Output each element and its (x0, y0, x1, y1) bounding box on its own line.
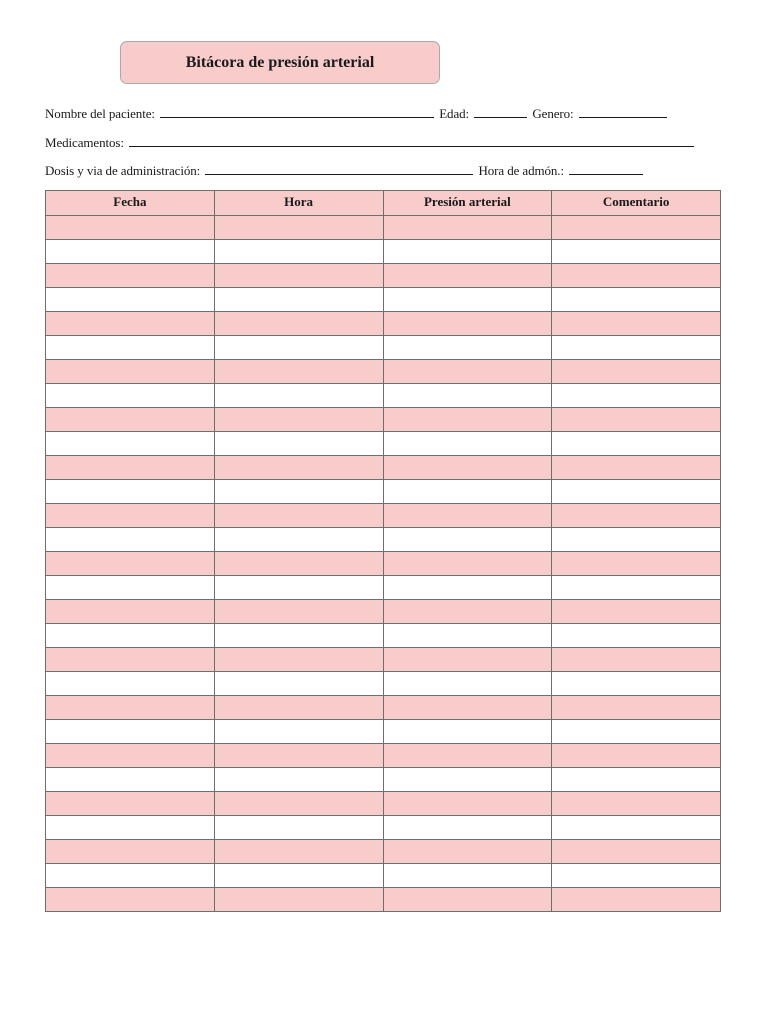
cell-blood-pressure[interactable] (383, 528, 552, 552)
table-row (46, 888, 721, 912)
table-row (46, 768, 721, 792)
cell-date[interactable] (46, 864, 215, 888)
cell-date[interactable] (46, 792, 215, 816)
table-row (46, 840, 721, 864)
cell-comment[interactable] (552, 552, 721, 576)
column-header-comment: Comentario (552, 191, 721, 216)
table-row (46, 216, 721, 240)
cell-comment[interactable] (552, 504, 721, 528)
cell-time[interactable] (214, 312, 383, 336)
cell-comment[interactable] (552, 648, 721, 672)
table-row (46, 408, 721, 432)
cell-blood-pressure[interactable] (383, 288, 552, 312)
cell-date[interactable] (46, 408, 215, 432)
cell-comment[interactable] (552, 288, 721, 312)
medications-field[interactable] (129, 135, 694, 147)
cell-time[interactable] (214, 672, 383, 696)
medications-label: Medicamentos: (45, 135, 124, 150)
cell-blood-pressure[interactable] (383, 240, 552, 264)
cell-date[interactable] (46, 528, 215, 552)
cell-date[interactable] (46, 456, 215, 480)
cell-date[interactable] (46, 384, 215, 408)
cell-comment[interactable] (552, 576, 721, 600)
table-row (46, 624, 721, 648)
cell-date[interactable] (46, 264, 215, 288)
cell-time[interactable] (214, 216, 383, 240)
cell-blood-pressure[interactable] (383, 336, 552, 360)
cell-date[interactable] (46, 336, 215, 360)
cell-blood-pressure[interactable] (383, 840, 552, 864)
cell-date[interactable] (46, 768, 215, 792)
cell-blood-pressure[interactable] (383, 480, 552, 504)
cell-time[interactable] (214, 288, 383, 312)
age-label: Edad: (439, 106, 470, 121)
cell-time[interactable] (214, 360, 383, 384)
cell-blood-pressure[interactable] (383, 360, 552, 384)
cell-date[interactable] (46, 624, 215, 648)
cell-comment[interactable] (552, 432, 721, 456)
table-row (46, 504, 721, 528)
table-row (46, 792, 721, 816)
cell-comment[interactable] (552, 312, 721, 336)
cell-date[interactable] (46, 576, 215, 600)
table-row (46, 432, 721, 456)
cell-time[interactable] (214, 696, 383, 720)
cell-date[interactable] (46, 840, 215, 864)
cell-comment[interactable] (552, 240, 721, 264)
cell-date[interactable] (46, 744, 215, 768)
cell-comment[interactable] (552, 600, 721, 624)
cell-blood-pressure[interactable] (383, 504, 552, 528)
age-field[interactable] (474, 106, 527, 118)
patient-info-line (45, 106, 669, 122)
patient-name-field[interactable] (160, 106, 434, 118)
cell-time[interactable] (214, 384, 383, 408)
table-row (46, 744, 721, 768)
table-row (46, 360, 721, 384)
table-row (46, 264, 721, 288)
gender-label: Genero: (532, 106, 574, 121)
table-row (46, 672, 721, 696)
cell-time[interactable] (214, 720, 383, 744)
column-header-blood-pressure: Presión arterial (383, 191, 552, 216)
page-title (120, 41, 440, 84)
cell-date[interactable] (46, 888, 215, 912)
cell-blood-pressure[interactable] (383, 696, 552, 720)
cell-date[interactable] (46, 288, 215, 312)
cell-time[interactable] (214, 264, 383, 288)
cell-comment[interactable] (552, 672, 721, 696)
cell-blood-pressure[interactable] (383, 768, 552, 792)
cell-date[interactable] (46, 432, 215, 456)
cell-time[interactable] (214, 240, 383, 264)
cell-comment[interactable] (552, 456, 721, 480)
cell-comment[interactable] (552, 528, 721, 552)
cell-date[interactable] (46, 360, 215, 384)
cell-comment[interactable] (552, 360, 721, 384)
blood-pressure-log-table (45, 190, 721, 912)
cell-comment[interactable] (552, 384, 721, 408)
table-row (46, 312, 721, 336)
cell-time[interactable] (214, 792, 383, 816)
cell-blood-pressure[interactable] (383, 720, 552, 744)
cell-time[interactable] (214, 768, 383, 792)
table-body (46, 216, 721, 912)
cell-date[interactable] (46, 480, 215, 504)
table-row (46, 384, 721, 408)
cell-date[interactable] (46, 552, 215, 576)
table-row (46, 456, 721, 480)
cell-date[interactable] (46, 696, 215, 720)
cell-blood-pressure[interactable] (383, 600, 552, 624)
table-row (46, 576, 721, 600)
cell-blood-pressure[interactable] (383, 864, 552, 888)
table-row (46, 600, 721, 624)
admin-time-field[interactable] (569, 163, 643, 175)
column-header-date: Fecha (46, 191, 215, 216)
cell-comment[interactable] (552, 792, 721, 816)
table-row (46, 720, 721, 744)
cell-time[interactable] (214, 576, 383, 600)
cell-date[interactable] (46, 240, 215, 264)
cell-comment[interactable] (552, 768, 721, 792)
cell-time[interactable] (214, 480, 383, 504)
cell-time[interactable] (214, 456, 383, 480)
cell-date[interactable] (46, 816, 215, 840)
cell-blood-pressure[interactable] (383, 312, 552, 336)
cell-blood-pressure[interactable] (383, 408, 552, 432)
cell-date[interactable] (46, 504, 215, 528)
dose-route-field[interactable] (205, 163, 473, 175)
cell-comment[interactable] (552, 720, 721, 744)
table-row (46, 696, 721, 720)
table-row (46, 816, 721, 840)
table-row (46, 336, 721, 360)
cell-blood-pressure[interactable] (383, 264, 552, 288)
cell-comment[interactable] (552, 480, 721, 504)
cell-comment[interactable] (552, 864, 721, 888)
cell-comment[interactable] (552, 888, 721, 912)
table-row (46, 240, 721, 264)
cell-time[interactable] (214, 888, 383, 912)
gender-field[interactable] (579, 106, 667, 118)
dose-route-label: Dosis y via de administración: (45, 163, 201, 178)
cell-time[interactable] (214, 864, 383, 888)
cell-time[interactable] (214, 624, 383, 648)
cell-blood-pressure[interactable] (383, 432, 552, 456)
cell-blood-pressure[interactable] (383, 624, 552, 648)
medications-line (45, 135, 696, 151)
cell-blood-pressure[interactable] (383, 792, 552, 816)
cell-date[interactable] (46, 216, 215, 240)
cell-blood-pressure[interactable] (383, 744, 552, 768)
table-row (46, 864, 721, 888)
cell-time[interactable] (214, 504, 383, 528)
cell-comment[interactable] (552, 336, 721, 360)
table-row (46, 480, 721, 504)
cell-time[interactable] (214, 744, 383, 768)
cell-date[interactable] (46, 672, 215, 696)
cell-time[interactable] (214, 552, 383, 576)
cell-comment[interactable] (552, 264, 721, 288)
cell-blood-pressure[interactable] (383, 552, 552, 576)
cell-date[interactable] (46, 648, 215, 672)
page-title-text: Bitácora de presión arterial (185, 53, 375, 71)
cell-comment[interactable] (552, 744, 721, 768)
cell-time[interactable] (214, 336, 383, 360)
cell-comment[interactable] (552, 216, 721, 240)
cell-blood-pressure[interactable] (383, 456, 552, 480)
cell-date[interactable] (46, 312, 215, 336)
cell-date[interactable] (46, 720, 215, 744)
cell-time[interactable] (214, 528, 383, 552)
table-row (46, 552, 721, 576)
cell-comment[interactable] (552, 816, 721, 840)
cell-time[interactable] (214, 648, 383, 672)
dose-route-line (45, 163, 645, 179)
cell-comment[interactable] (552, 840, 721, 864)
table-row (46, 648, 721, 672)
patient-name-label: Nombre del paciente: (45, 106, 155, 121)
cell-blood-pressure[interactable] (383, 384, 552, 408)
cell-comment[interactable] (552, 624, 721, 648)
cell-comment[interactable] (552, 408, 721, 432)
cell-date[interactable] (46, 600, 215, 624)
cell-blood-pressure[interactable] (383, 816, 552, 840)
cell-time[interactable] (214, 408, 383, 432)
table-header-row (46, 191, 721, 216)
table-row (46, 528, 721, 552)
cell-comment[interactable] (552, 696, 721, 720)
cell-time[interactable] (214, 840, 383, 864)
cell-time[interactable] (214, 816, 383, 840)
column-header-time: Hora (214, 191, 383, 216)
cell-blood-pressure[interactable] (383, 576, 552, 600)
cell-time[interactable] (214, 600, 383, 624)
cell-blood-pressure[interactable] (383, 888, 552, 912)
cell-time[interactable] (214, 432, 383, 456)
cell-blood-pressure[interactable] (383, 672, 552, 696)
cell-blood-pressure[interactable] (383, 216, 552, 240)
table-row (46, 288, 721, 312)
cell-blood-pressure[interactable] (383, 648, 552, 672)
admin-time-label: Hora de admón.: (478, 163, 564, 178)
